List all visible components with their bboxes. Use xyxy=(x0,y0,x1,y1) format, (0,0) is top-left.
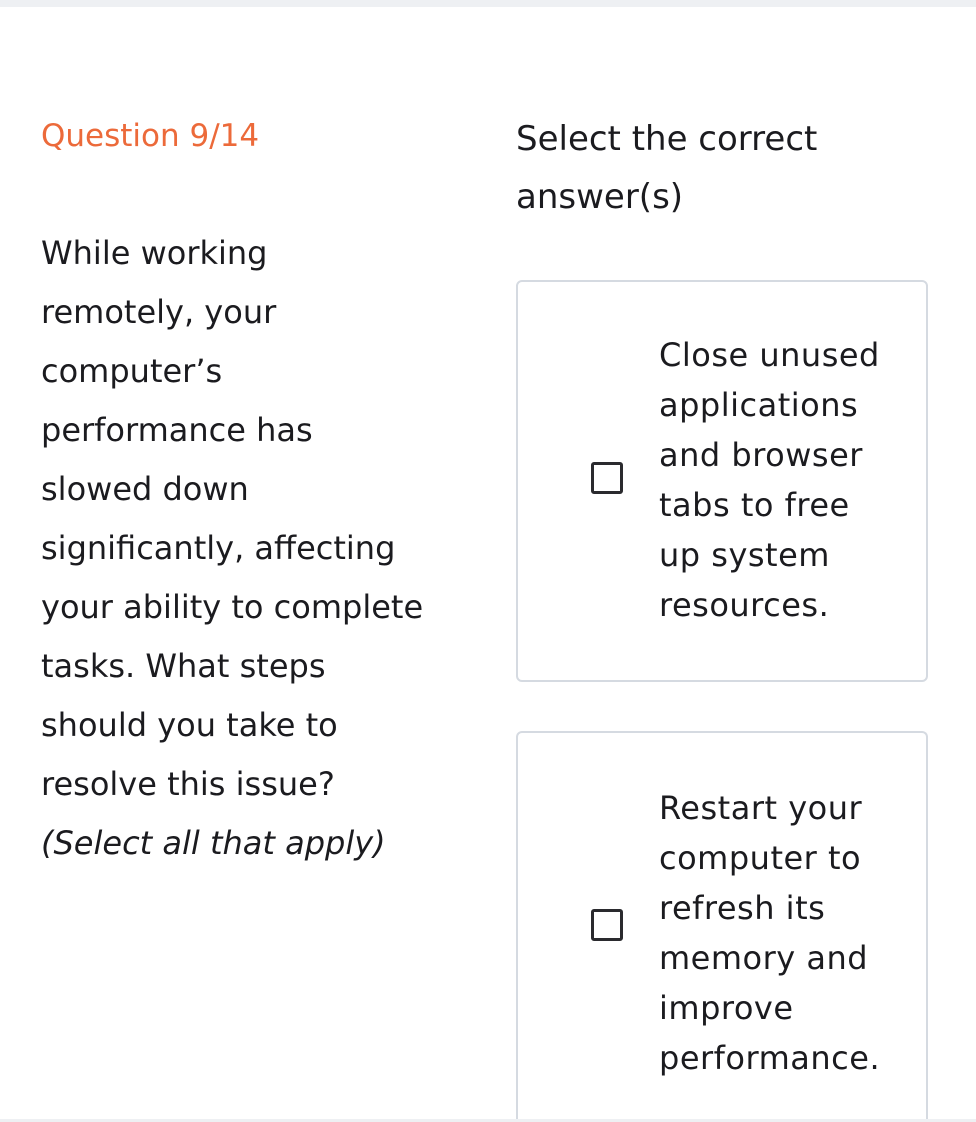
question-panel xyxy=(41,112,481,873)
question-line: tasks. What steps xyxy=(41,647,326,685)
option-label-line: refresh its xyxy=(659,889,826,927)
instruction-line: Select the correct xyxy=(516,119,818,159)
option-label-line: improve xyxy=(659,989,794,1027)
question-text xyxy=(41,224,481,814)
option-label-line: applications xyxy=(659,386,859,424)
question-line: computer’s xyxy=(41,352,223,390)
instruction-line: answer(s) xyxy=(516,177,684,217)
option-label-line: Close unused xyxy=(659,336,880,374)
answer-option-close-apps[interactable] xyxy=(516,280,928,682)
answer-instruction-panel xyxy=(516,110,928,226)
option-label-line: Restart your xyxy=(659,789,863,827)
question-line: your ability to complete xyxy=(41,588,424,626)
question-line: remotely, your xyxy=(41,293,277,331)
question-line: slowed down xyxy=(41,470,249,508)
option-checkbox[interactable] xyxy=(591,909,623,941)
option-label-line: performance. xyxy=(659,1039,881,1077)
select-all-hint: (Select all that apply) xyxy=(41,824,386,862)
option-label-line: memory and xyxy=(659,939,869,977)
option-label-line: up system xyxy=(659,536,830,574)
question-line: resolve this issue? xyxy=(41,765,335,803)
option-label-line: computer to xyxy=(659,839,862,877)
option-label-line: tabs to free xyxy=(659,486,850,524)
question-line: should you take to xyxy=(41,706,338,744)
question-counter: Question 9/14 xyxy=(41,118,260,154)
option-label xyxy=(659,330,880,630)
option-label-line: resources. xyxy=(659,586,830,624)
question-line: performance has xyxy=(41,411,313,449)
option-checkbox[interactable] xyxy=(591,462,623,494)
option-label-line: and browser xyxy=(659,436,863,474)
question-line: While working xyxy=(41,234,268,272)
option-label xyxy=(659,783,880,1083)
answer-option-restart[interactable] xyxy=(516,731,928,1122)
top-divider xyxy=(0,0,976,7)
question-line: significantly, affecting xyxy=(41,529,396,567)
answer-instruction xyxy=(516,110,928,226)
